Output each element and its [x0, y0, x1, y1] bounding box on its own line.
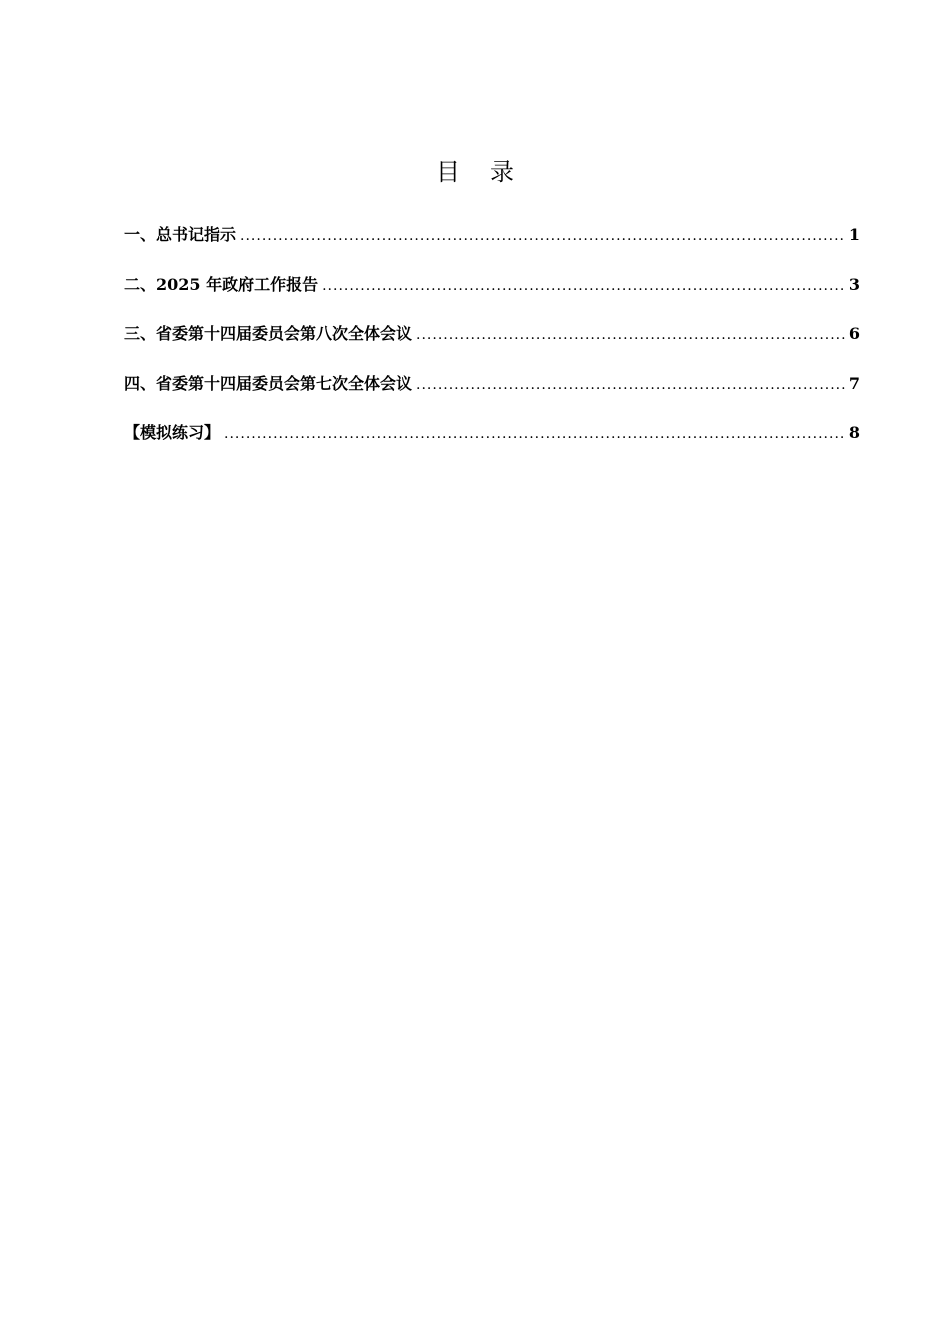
toc-entry-page: 1	[848, 225, 860, 244]
toc-entry-page: 7	[848, 373, 860, 393]
toc-entry-label: 三、省委第十四届委员会第八次全体会议	[124, 324, 413, 343]
toc-title-char-2: 录	[490, 158, 514, 186]
table-of-contents	[124, 221, 860, 469]
toc-entry-label: 一、总书记指示	[124, 225, 237, 244]
toc-entry-1[interactable]	[124, 221, 860, 271]
toc-entry-label: 【模拟练习】	[124, 423, 221, 442]
toc-entry-2[interactable]	[124, 271, 860, 321]
toc-entry-page: 6	[848, 324, 860, 343]
toc-dot-leader	[416, 371, 845, 399]
toc-dot-leader	[322, 272, 845, 300]
toc-entry-page: 8	[848, 423, 860, 442]
toc-entry-page: 3	[848, 274, 860, 294]
toc-entry-label: 四、省委第十四届委员会第七次全体会议	[124, 373, 413, 393]
toc-dot-leader	[240, 222, 845, 250]
toc-entry-label: 二、2025 年政府工作报告	[124, 274, 319, 294]
toc-entry-3[interactable]	[124, 320, 860, 370]
toc-title	[0, 156, 950, 188]
toc-title-char-1: 目	[436, 158, 460, 186]
toc-entry-5[interactable]	[124, 419, 860, 469]
toc-entry-4[interactable]	[124, 370, 860, 420]
toc-dot-leader	[224, 420, 845, 448]
toc-dot-leader	[416, 321, 845, 349]
